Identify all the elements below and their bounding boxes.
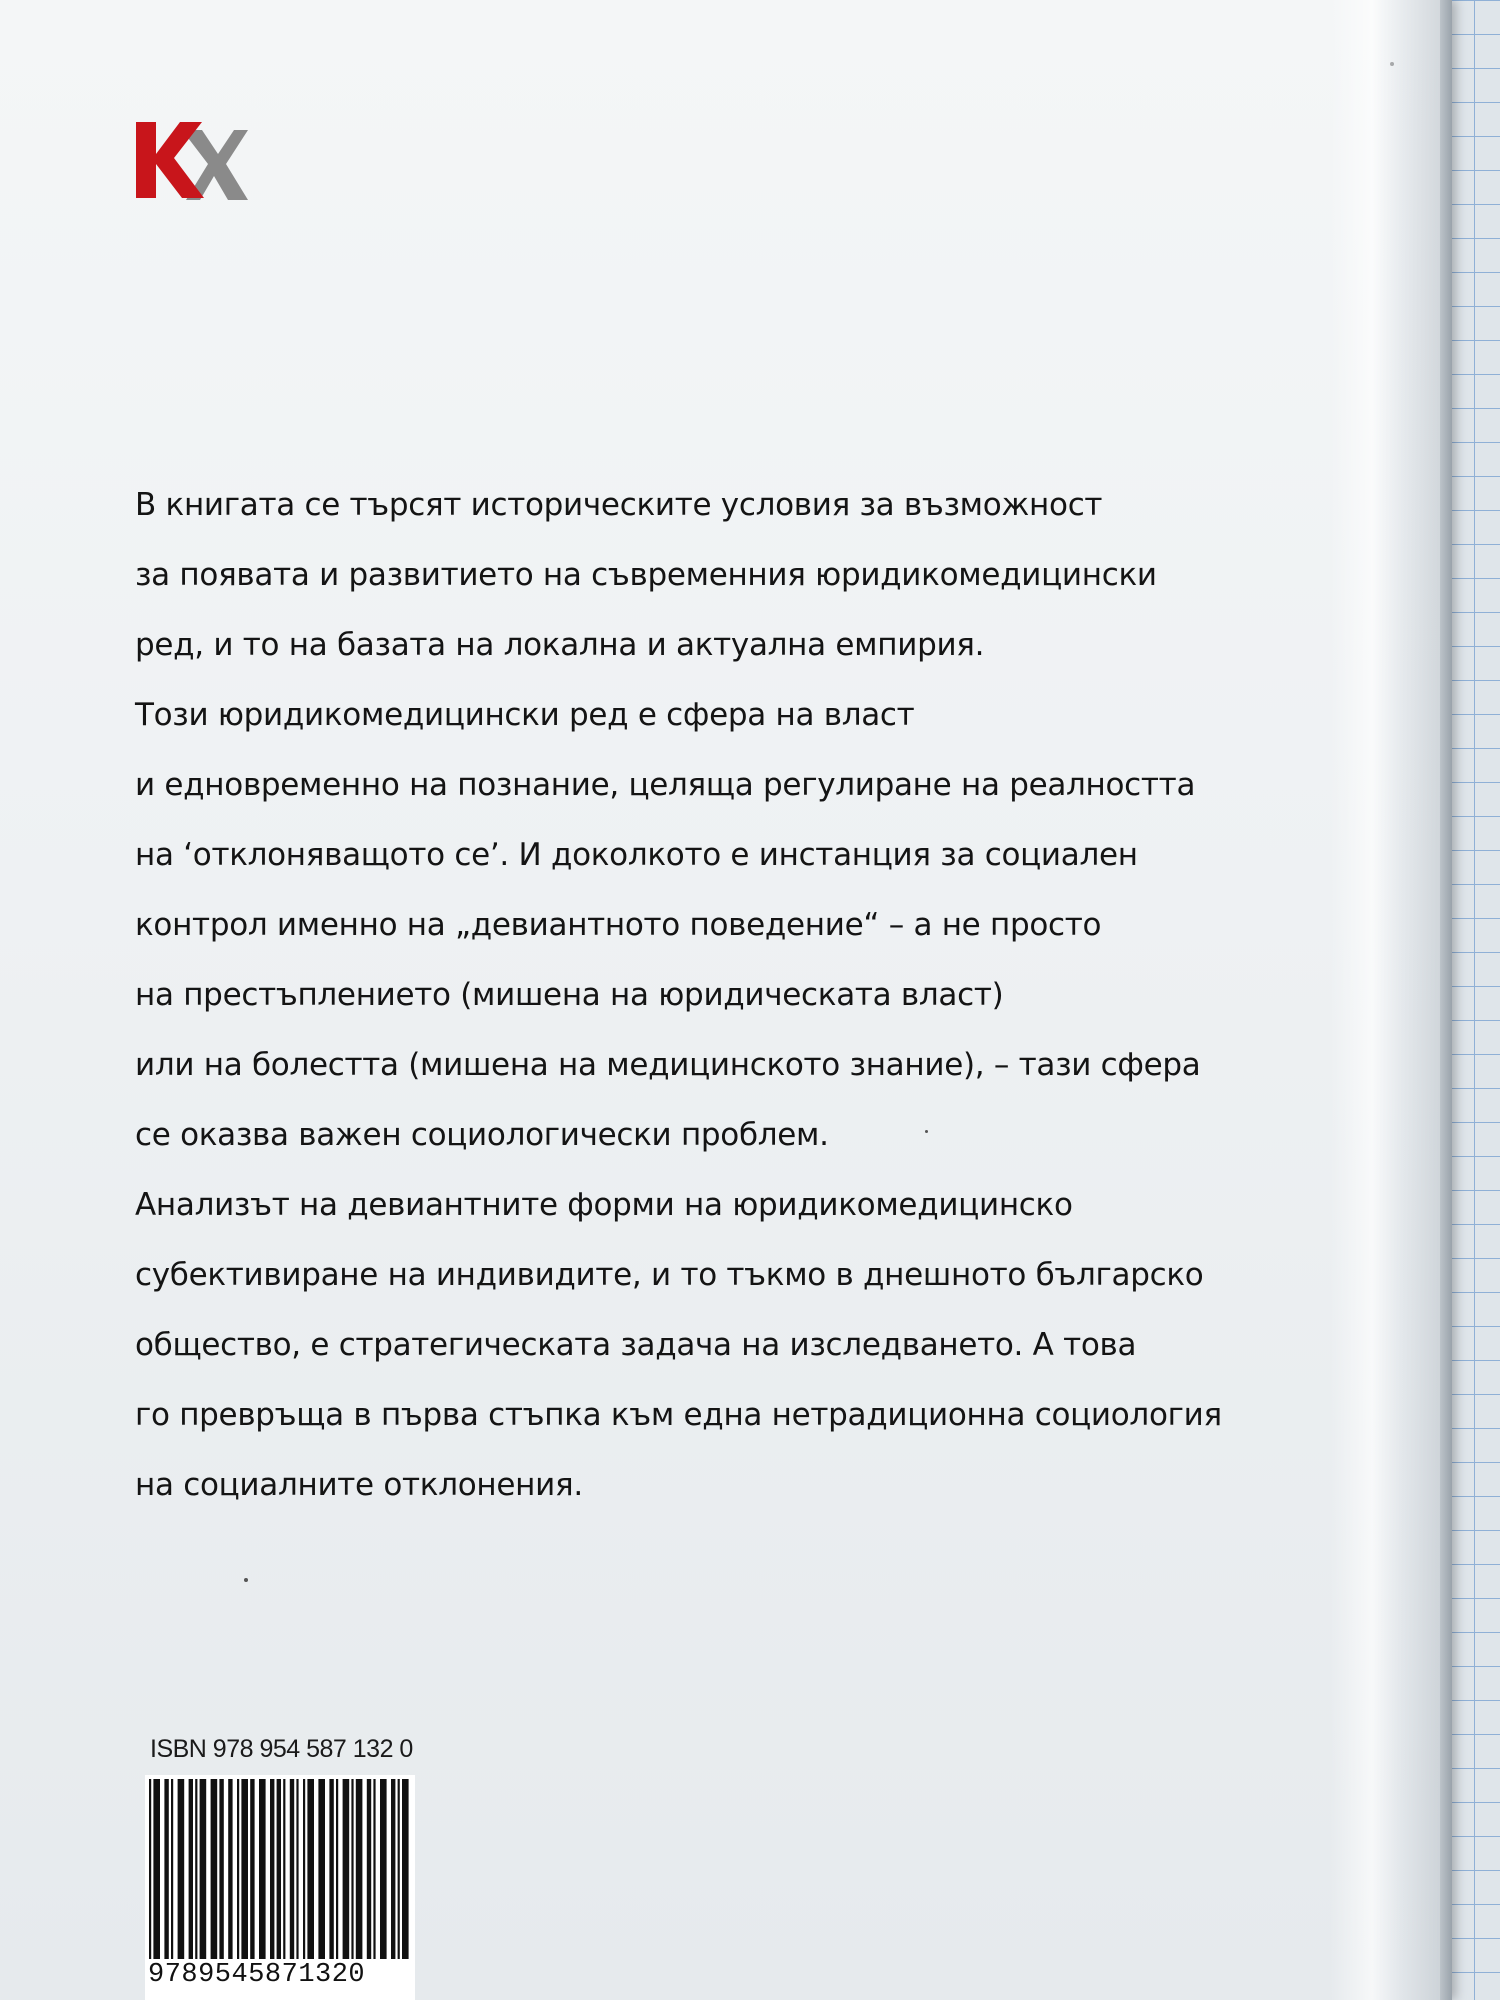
blurb-line: на ‘отклоняващото се’. И доколкото е инстанция за социален (135, 837, 1138, 873)
barcode-bar (219, 1779, 223, 1959)
barcode-bar (391, 1779, 395, 1959)
barcode-bar (398, 1779, 400, 1959)
barcode-bar (329, 1779, 333, 1959)
barcode-bar (356, 1779, 363, 1959)
barcode-bar (149, 1779, 151, 1959)
cover-blurb (135, 470, 1335, 1520)
barcode-bar (343, 1779, 350, 1959)
isbn-label: ISBN 978 954 587 132 0 (150, 1735, 413, 1763)
dust-speck (925, 1130, 928, 1133)
barcode-bar (270, 1779, 274, 1959)
blurb-line: на социалните отклонения. (135, 1467, 583, 1503)
blurb-line: Този юридикомедицински ред е сфера на власт (135, 697, 915, 733)
barcode-bar (303, 1779, 305, 1959)
blurb-line: субективиране на индивидите, и то тъкмо в днешното българско (135, 1257, 1204, 1293)
book-spine-edge (1440, 0, 1452, 2000)
barcode-bar (367, 1779, 371, 1959)
blurb-line: общество, е стратегическата задача на изследването. А това (135, 1327, 1137, 1363)
blurb-line: се оказва важен социологически проблем. (135, 1117, 829, 1153)
barcode-bar (290, 1779, 294, 1959)
cover-glare (1330, 0, 1450, 2000)
barcode-bar (336, 1779, 338, 1959)
barcode-bar (277, 1779, 281, 1959)
barcode-bar (307, 1779, 314, 1959)
blurb-line: за появата и развитието на съвременния юридикомедицински (135, 557, 1157, 593)
barcode-bar (189, 1779, 193, 1959)
barcode-bar (380, 1779, 387, 1959)
barcode-bar (241, 1779, 248, 1959)
barcode-bar (373, 1779, 375, 1959)
blurb-line: ред, и то на базата на локална и актуална емпирия. (135, 627, 985, 663)
barcode-bar (171, 1779, 173, 1959)
barcode-bar (164, 1779, 168, 1959)
barcode-digits: 9789545871320 (148, 1960, 366, 1990)
blurb-line: и едновременно на познание, целяща регулиране на реалността (135, 767, 1196, 803)
barcode-bar (296, 1779, 298, 1959)
blurb-line: контрол именно на „девиантното поведение“ – а не просто (135, 907, 1102, 943)
blurb-line: на престъплението (мишена на юридическата власт) (135, 977, 1004, 1013)
barcode-bar (259, 1779, 266, 1959)
blurb-line: го превръща в първа стъпка към една нетрадиционна социология (135, 1397, 1222, 1433)
barcode-bar (200, 1779, 207, 1959)
barcode-bar (228, 1779, 232, 1959)
blurb-line: Анализът на девиантните форми на юридикомедицинско (135, 1187, 1073, 1223)
dust-speck (244, 1578, 248, 1582)
barcode-bar (250, 1779, 254, 1959)
barcode-bar (178, 1779, 185, 1959)
barcode-bar (195, 1779, 197, 1959)
blurb-line: В книгата се търсят историческите условия за възможност (135, 487, 1103, 523)
barcode-bar (402, 1779, 409, 1959)
barcode-bar (153, 1779, 160, 1959)
barcode-bar (211, 1779, 218, 1959)
barcode-bar (283, 1779, 285, 1959)
kx-publisher-logo (130, 108, 250, 208)
barcode-bar (318, 1779, 325, 1959)
barcode-bars (145, 1775, 415, 1965)
barcode-bar (237, 1779, 239, 1959)
blurb-line: или на болестта (мишена на медицинското знание), – тази сфера (135, 1047, 1201, 1083)
barcode-bar (351, 1779, 353, 1959)
